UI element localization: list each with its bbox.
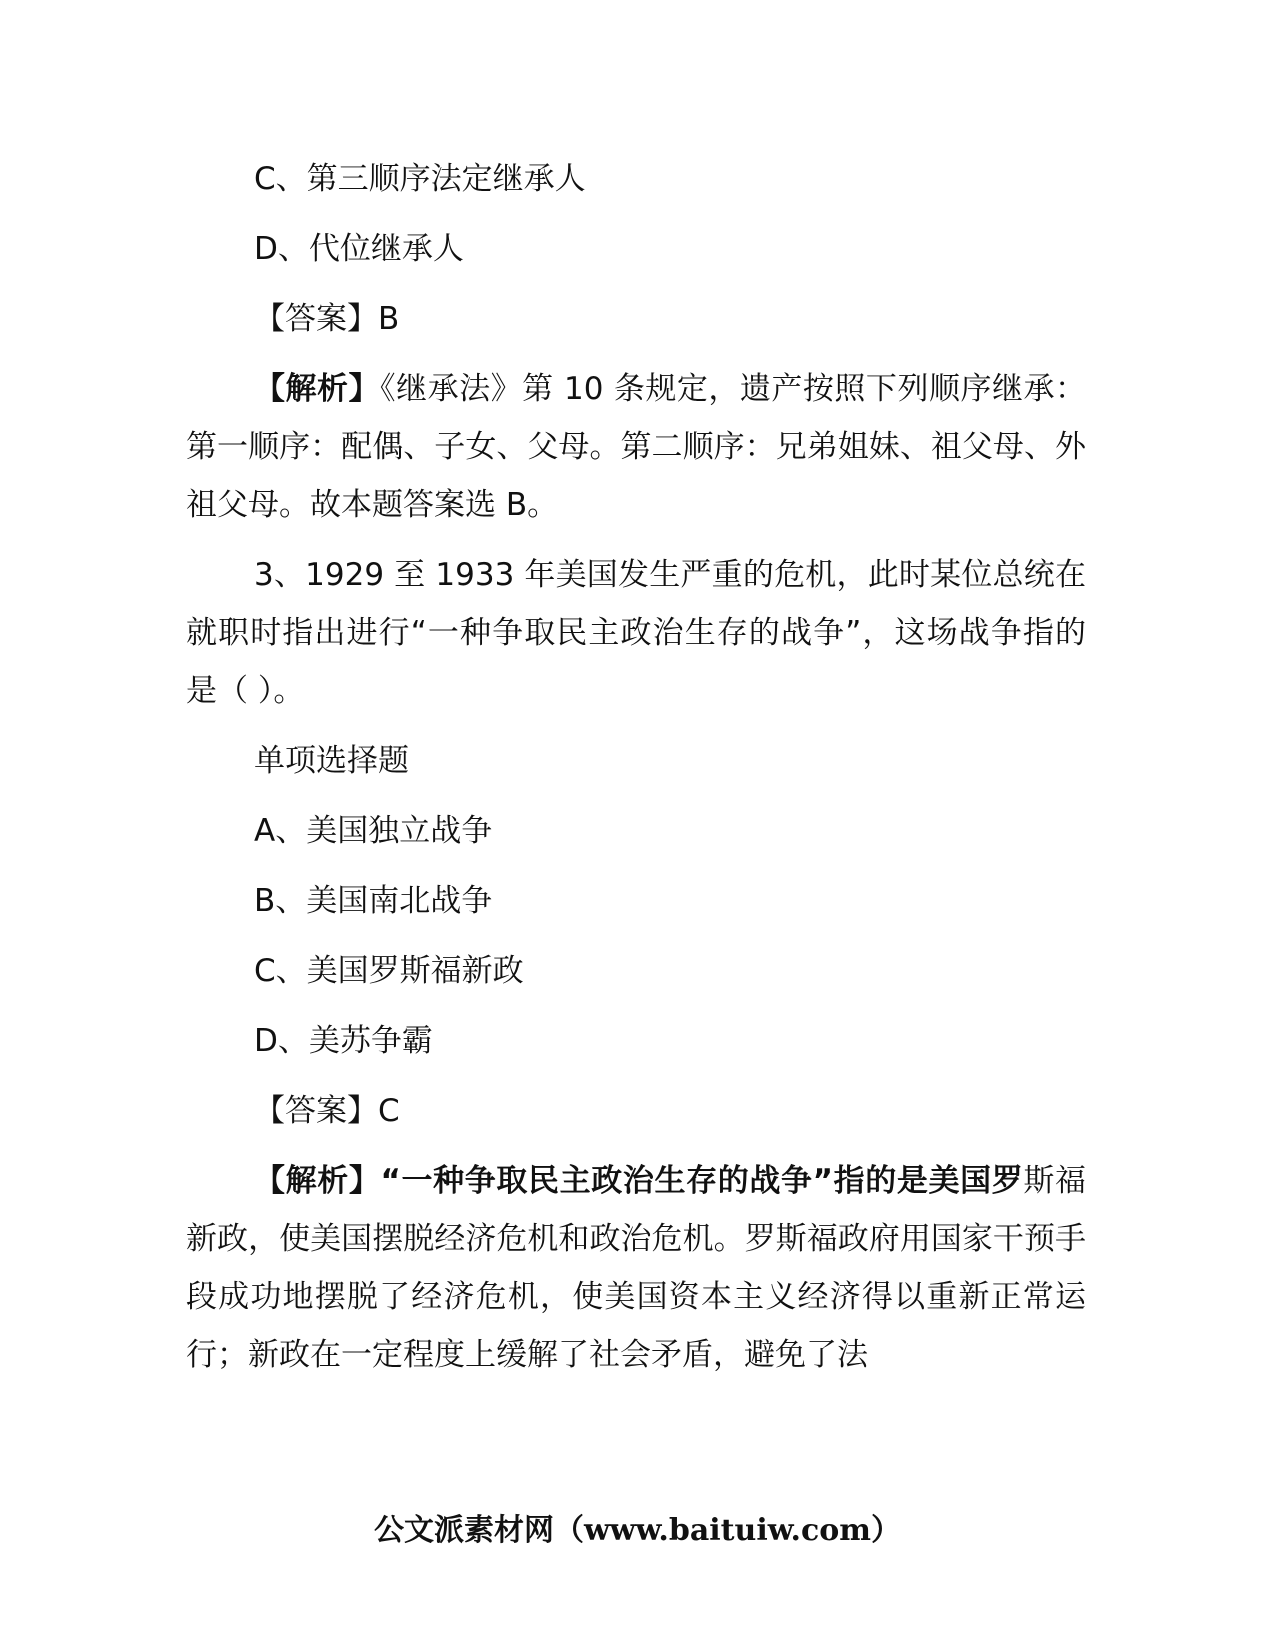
option-c: C、美国罗斯福新政: [254, 953, 524, 989]
answer: 【答案】C: [254, 1093, 400, 1129]
page-footer: 公文派素材网（www.baituiw.com）: [373, 1513, 902, 1548]
option-d: D、美苏争霸: [254, 1023, 433, 1059]
document-content: [186, 150, 1086, 1396]
question-type: 单项选择题: [254, 743, 409, 779]
analysis-previous-body: 《继承法》第 10 条规定，遗产按照下列顺序继承：第一顺序：配偶、子女、父母。第二顺序：兄弟姐妹、祖父母、外祖父母。故本题答案选 B。: [186, 371, 1087, 523]
answer-previous: 【答案】B: [254, 301, 400, 337]
option-c-previous: C、第三顺序法定继承人: [254, 161, 586, 197]
option-a: A、美国独立战争: [254, 813, 493, 849]
analysis: [186, 1152, 1086, 1384]
analysis-lead: 【解析】“一种争取民主政治生存的战争”指的是美国罗: [254, 1163, 1024, 1199]
option-d-previous: D、代位继承人: [254, 231, 464, 267]
question-3: 3、1929 至 1933 年美国发生严重的危机，此时某位总统在就职时指出进行“一种争取民主政治生存的战争”，这场战争指的是（ ）。: [186, 557, 1086, 709]
option-b: B、美国南北战争: [254, 883, 493, 919]
analysis-previous-lead: 【解析】: [254, 371, 381, 407]
analysis-body: 斯福新政，使美国摆脱经济危机和政治危机。罗斯福政府用国家干预手段成功地摆脱了经济危机，使美国资本主义经济得以重新正常运行；新政在一定程度上缓解了社会矛盾，避免了法: [186, 1163, 1086, 1373]
analysis-previous: [186, 360, 1086, 534]
